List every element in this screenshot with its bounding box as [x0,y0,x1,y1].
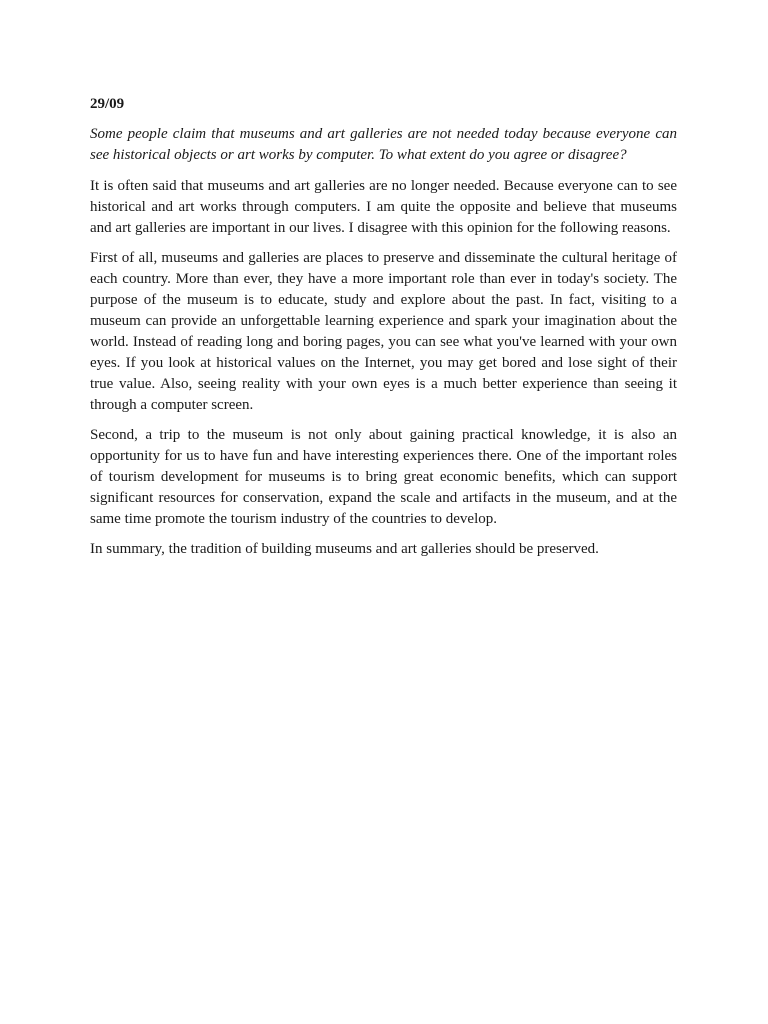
document-date: 29/09 [90,96,125,112]
body-paragraph-2: Second, a trip to the museum is not only about gaining practical knowledge, it is also an opportunity for us to have fun and have interesting experiences there. One of the important roles of tourism development for museums is to bring great economic benefits, which can support significant resources for conservation, expand the scale and artifacts in the museum, and at the same time promote the tourism industry of the countries to develop. [90,427,677,527]
body-paragraph-1: First of all, museums and galleries are places to preserve and disseminate the cultural heritage of each country. More than ever, they have a more important role than ever in today's society. The purpose of the museum is to educate, study and explore about the past. In fact, visiting to a museum can provide an unforgettable learning experience and spark your imagination about the world. Instead of reading long and boring pages, you can see what you've learned with your own eyes. If you look at historical values on the Internet, you may get bored and lose sight of their true value. Also, seeing reality with your own eyes is a much better experience than seeing it through a computer screen. [90,250,677,413]
document-page [90,94,677,569]
conclusion-paragraph: In summary, the tradition of building museums and art galleries should be preserved. [90,541,599,557]
introduction-paragraph: It is often said that museums and art galleries are no longer needed. Because everyone can to see historical and art works through computers. I am quite the opposite and believe that museums and art galleries are important in our lives. I disagree with this opinion for the following reasons. [90,178,677,236]
essay-prompt: Some people claim that museums and art galleries are not needed today because everyone can see historical objects or art works by computer. To what extent do you agree or disagree? [90,126,677,163]
